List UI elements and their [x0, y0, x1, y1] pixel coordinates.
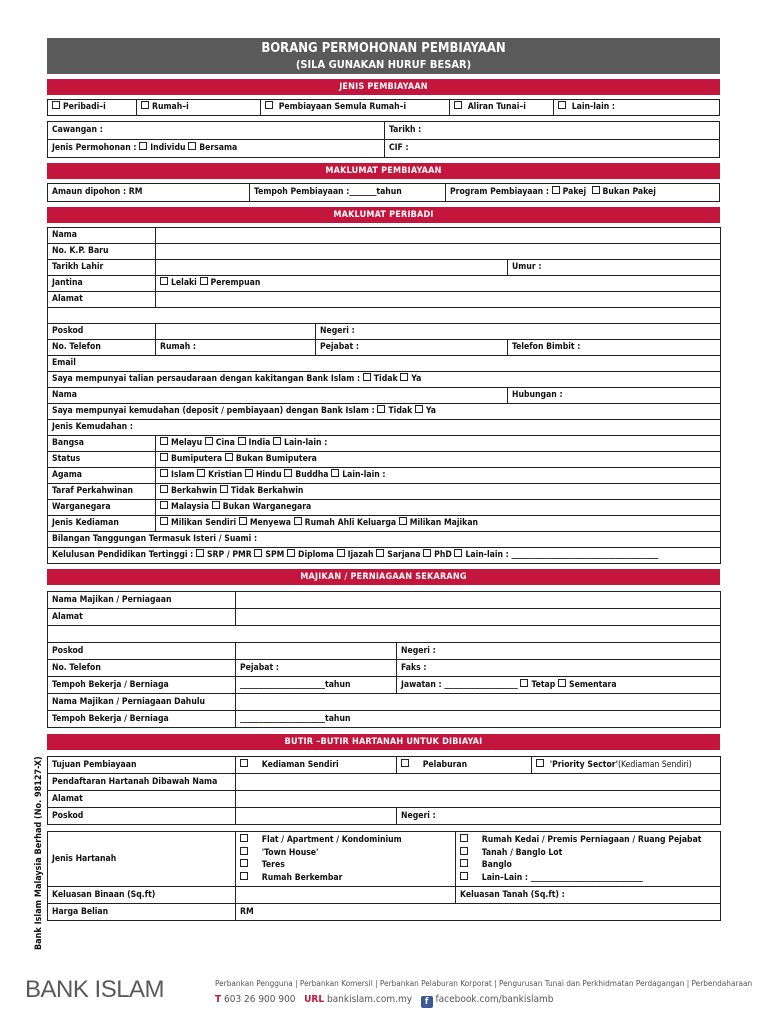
harga-input[interactable]: RM — [236, 904, 721, 921]
permohonan-field[interactable]: Jenis Permohonan : Individu Bersama — [48, 140, 385, 158]
kp-label: No. K.P. Baru — [48, 244, 156, 260]
checkbox-icon[interactable] — [287, 549, 295, 557]
cawangan-field[interactable]: Cawangan : — [48, 122, 385, 140]
checkbox-icon[interactable] — [273, 437, 281, 445]
checkbox-icon[interactable] — [363, 373, 371, 381]
nama-label: Nama — [48, 228, 156, 244]
form-header — [47, 38, 720, 74]
section-maklumat-peribadi: MAKLUMAT PERIBADI — [47, 207, 720, 223]
poskod-label: Poskod — [48, 324, 156, 340]
url-label: URL — [304, 994, 325, 1005]
checkbox-icon[interactable] — [460, 847, 468, 855]
alamat-input-2[interactable] — [48, 308, 721, 324]
checkbox-icon[interactable] — [400, 373, 408, 381]
telefon-label: No. Telefon — [48, 340, 156, 356]
kediaman-label: Jenis Kediaman — [48, 516, 156, 532]
pendidikan-field[interactable]: Kelulusan Pendidikan Tertinggi : SRP / PMR SPM Diploma Ijazah Sarjana PhD Lain-lain : ______________________________________ — [48, 548, 721, 564]
section-hartanah: BUTIR –BUTIR HARTANAH UNTUK DIBIAYAI — [47, 734, 720, 750]
checkbox-icon[interactable] — [592, 186, 600, 194]
checkbox-icon[interactable] — [240, 859, 248, 867]
side-company-text-container — [22, 756, 44, 950]
majikan-pejabat-field[interactable]: Pejabat : — [236, 660, 397, 677]
checkbox-icon[interactable] — [212, 501, 220, 509]
checkbox-icon[interactable] — [225, 453, 233, 461]
tempoh-bekerja-2-label: Tempoh Bekerja / Berniaga — [48, 711, 236, 728]
hartanah-poskod-label: Poskod — [48, 808, 236, 825]
facebook-link[interactable]: facebook.com/bankislamb — [435, 994, 554, 1005]
checkbox-icon[interactable] — [240, 834, 248, 842]
keluasan-tanah-field[interactable]: Keluasan Tanah (Sq.ft) : — [456, 887, 721, 904]
option-aliran[interactable]: Aliran Tunai–i — [450, 100, 554, 116]
checkbox-icon[interactable] — [520, 679, 528, 687]
application-form — [47, 38, 720, 921]
side-company-text: Bank Islam Malaysia Berhad (No. 98127-X) — [34, 756, 44, 950]
binaan-input[interactable] — [236, 887, 456, 904]
checkbox-icon[interactable] — [284, 469, 292, 477]
tanggungan-field[interactable]: Bilangan Tanggungan Termasuk Isteri / Suami : — [48, 532, 721, 548]
rumah-field[interactable]: Rumah : — [156, 340, 316, 356]
majikan-nama-label: Nama Majikan / Perniagaan — [48, 592, 236, 609]
hartanah-negeri-field[interactable]: Negeri : — [397, 808, 721, 825]
checkbox-icon[interactable] — [376, 549, 384, 557]
cif-field[interactable]: CIF : — [385, 140, 720, 158]
checkbox-icon[interactable] — [160, 277, 168, 285]
priority-option[interactable]: 'Priority Sector'(Kediaman Sendiri) — [532, 757, 721, 774]
pelaburan-option[interactable]: Pelaburan — [397, 757, 532, 774]
hartanah-poskod-input[interactable] — [236, 808, 397, 825]
checkbox-icon[interactable] — [196, 549, 204, 557]
status-label: Status — [48, 452, 156, 468]
checkbox-icon[interactable] — [294, 517, 302, 525]
logo-text: BANK ISLAM — [25, 976, 165, 1003]
majikan-dahulu-input[interactable] — [236, 694, 721, 711]
checkbox-icon[interactable] — [240, 872, 248, 880]
tarikh-field[interactable]: Tarikh : — [385, 122, 720, 140]
majikan-dahulu-label: Nama Majikan / Perniagaan Dahulu — [48, 694, 236, 711]
option-lain[interactable]: Lain-lain : — [554, 100, 720, 116]
option-semula[interactable]: Pembiayaan Semula Rumah–i — [261, 100, 450, 116]
footer-contact — [215, 994, 554, 1008]
checkbox-icon[interactable] — [160, 501, 168, 509]
umur-field[interactable]: Umur : — [508, 260, 721, 276]
program-field[interactable]: Program Pembiayaan : Pakej Bukan Pakej — [446, 184, 720, 202]
section-maklumat-pembiayaan: MAKLUMAT PEMBIAYAAN — [47, 163, 720, 179]
taraf-options[interactable]: Berkahwin Tidak Berkahwin — [156, 484, 721, 500]
footer — [25, 972, 753, 1012]
jenis-hartanah-options-2[interactable]: Rumah Kedai / Premis Perniagaan / Ruang Pejabat Tanah / Banglo Lot Banglo Lain–Lain : _____________________________ — [456, 832, 721, 887]
option-peribadi[interactable]: Peribadi–i — [48, 100, 137, 116]
checkbox-icon[interactable] — [265, 101, 273, 109]
tujuan-label: Tujuan Pembiayaan — [48, 757, 236, 774]
checkbox-icon[interactable] — [401, 759, 409, 767]
checkbox-icon[interactable] — [200, 277, 208, 285]
checkbox-icon[interactable] — [238, 437, 246, 445]
form-title: BORANG PERMOHONAN PEMBIAYAAN — [261, 41, 506, 56]
checkbox-icon[interactable] — [160, 485, 168, 493]
majikan-poskod-label: Poskod — [48, 643, 236, 660]
checkbox-icon[interactable] — [536, 759, 544, 767]
checkbox-icon[interactable] — [423, 549, 431, 557]
checkbox-icon[interactable] — [558, 101, 566, 109]
tarikh-lahir-input[interactable] — [156, 260, 508, 276]
jenis-hartanah-label: Jenis Hartanah — [48, 832, 236, 887]
checkbox-icon[interactable] — [254, 549, 262, 557]
checkbox-icon[interactable] — [454, 101, 462, 109]
jenis-hartanah-options-1[interactable]: Flat / Apartment / Kondominium 'Town House' Teres Rumah Berkembar — [236, 832, 456, 887]
checkbox-icon[interactable] — [331, 469, 339, 477]
jawatan-field[interactable]: Jawatan : ___________________ Tetap Sementara — [397, 677, 721, 694]
jenis-hartanah-table — [47, 831, 721, 921]
majikan-alamat-input-2[interactable] — [48, 626, 721, 643]
peribadi-table — [47, 227, 721, 564]
checkbox-icon[interactable] — [139, 142, 147, 150]
majikan-table — [47, 591, 721, 728]
majikan-negeri-field[interactable]: Negeri : — [397, 643, 721, 660]
tempoh-field[interactable]: Tempoh Pembiayaan :_______tahun — [250, 184, 446, 202]
form-subtitle: (SILA GUNAKAN HURUF BESAR) — [295, 58, 472, 71]
majikan-nama-input[interactable] — [236, 592, 721, 609]
jantina-label: Jantina — [48, 276, 156, 292]
negeri-field[interactable]: Negeri : — [316, 324, 721, 340]
status-options[interactable]: Bumiputera Bukan Bumiputera — [156, 452, 721, 468]
majikan-alamat-input[interactable] — [236, 609, 721, 626]
cawangan-table — [47, 121, 720, 158]
agama-options[interactable]: Islam Kristian Hindu Buddha Lain-lain : — [156, 468, 721, 484]
pembiayaan-table — [47, 183, 720, 202]
checkbox-icon[interactable] — [160, 437, 168, 445]
warganegara-label: Warganegara — [48, 500, 156, 516]
tarikh-lahir-label: Tarikh Lahir — [48, 260, 156, 276]
majikan-alamat-label: Alamat — [48, 609, 236, 626]
checkbox-icon[interactable] — [220, 485, 228, 493]
checkbox-icon[interactable] — [240, 759, 248, 767]
pejabat-field[interactable]: Pejabat : — [316, 340, 508, 356]
majikan-telefon-label: No. Telefon — [48, 660, 236, 677]
checkbox-icon[interactable] — [460, 859, 468, 867]
alamat-input-1[interactable] — [156, 292, 721, 308]
checkbox-icon[interactable] — [188, 142, 196, 150]
kemudahan-field[interactable]: Saya mempunyai kemudahan (deposit / pembiayaan) dengan Bank Islam : Tidak Ya — [48, 404, 721, 420]
hartanah-alamat-label: Alamat — [48, 791, 236, 808]
majikan-faks-field[interactable]: Faks : — [397, 660, 721, 677]
section-majikan: MAJIKAN / PERNIAGAAN SEKARANG — [47, 569, 720, 585]
phone-label: T — [215, 994, 222, 1005]
majikan-poskod-input[interactable] — [236, 643, 397, 660]
poskod-input[interactable] — [156, 324, 316, 340]
kp-input[interactable] — [156, 244, 721, 260]
tempoh-bekerja-2-input[interactable]: ______________________tahun — [236, 711, 721, 728]
facebook-icon: f — [421, 996, 433, 1008]
checkbox-icon[interactable] — [141, 101, 149, 109]
pendaftaran-label: Pendaftaran Hartanah Dibawah Nama — [48, 774, 236, 791]
pendaftaran-input[interactable] — [236, 774, 721, 791]
jenis-options-table — [47, 99, 720, 116]
taraf-label: Taraf Perkahwinan — [48, 484, 156, 500]
hartanah-table — [47, 756, 721, 825]
bangsa-options[interactable]: Melayu Cina India Lain-lain : — [156, 436, 721, 452]
amaun-field[interactable]: Amaun dipohon : RM — [48, 184, 250, 202]
tempoh-bekerja-label: Tempoh Bekerja / Berniaga — [48, 677, 236, 694]
checkbox-icon[interactable] — [454, 549, 462, 557]
section-jenis-pembiayaan: JENIS PEMBIAYAAN — [47, 79, 720, 95]
talian-field[interactable]: Saya mempunyai talian persaudaraan dengan kakitangan Bank Islam : Tidak Ya — [48, 372, 721, 388]
checkbox-icon[interactable] — [205, 437, 213, 445]
checkbox-icon[interactable] — [245, 469, 253, 477]
checkbox-icon[interactable] — [240, 847, 248, 855]
bank-islam-logo — [25, 976, 164, 1004]
checkbox-icon[interactable] — [160, 453, 168, 461]
phone-number: 603 26 900 900 — [224, 994, 296, 1005]
nama-input[interactable] — [156, 228, 721, 244]
footer-services: Perbankan Pengguna | Perbankan Komersil | Perbankan Pelaburan Korporat | Pengurusan Tunai dan Perkhidmatan Perdagangan | Perbendaharaan — [215, 978, 753, 988]
binaan-label: Keluasan Binaan (Sq.ft) — [48, 887, 236, 904]
bangsa-label: Bangsa — [48, 436, 156, 452]
kediaman-options[interactable]: Milikan Sendiri Menyewa Rumah Ahli Keluarga Milikan Majikan — [156, 516, 721, 532]
hubungan-field[interactable]: Hubungan : — [508, 388, 721, 404]
checkbox-icon[interactable] — [460, 872, 468, 880]
checkbox-icon[interactable] — [552, 186, 560, 194]
checkbox-icon[interactable] — [160, 469, 168, 477]
agama-label: Agama — [48, 468, 156, 484]
checkbox-icon[interactable] — [160, 517, 168, 525]
checkbox-icon[interactable] — [197, 469, 205, 477]
jantina-options[interactable]: Lelaki Perempuan — [156, 276, 721, 292]
nama-saudara-field[interactable]: Nama — [48, 388, 508, 404]
option-rumah[interactable]: Rumah–i — [137, 100, 261, 116]
checkbox-icon[interactable] — [52, 101, 60, 109]
checkbox-icon[interactable] — [377, 405, 385, 413]
checkbox-icon[interactable] — [558, 679, 566, 687]
checkbox-icon[interactable] — [337, 549, 345, 557]
checkbox-icon[interactable] — [460, 834, 468, 842]
warganegara-options[interactable]: Malaysia Bukan Warganegara — [156, 500, 721, 516]
harga-label: Harga Belian — [48, 904, 236, 921]
website-link[interactable]: bankislam.com.my — [326, 994, 413, 1005]
checkbox-icon[interactable] — [399, 517, 407, 525]
jenis-kemudahan-field[interactable]: Jenis Kemudahan : — [48, 420, 721, 436]
tempoh-bekerja-input[interactable]: ______________________tahun — [236, 677, 397, 694]
checkbox-icon[interactable] — [239, 517, 247, 525]
kediaman-sendiri-option[interactable]: Kediaman Sendiri — [236, 757, 397, 774]
hartanah-alamat-input[interactable] — [236, 791, 721, 808]
bimbit-field[interactable]: Telefon Bimbit : — [508, 340, 721, 356]
email-field[interactable]: Email — [48, 356, 721, 372]
checkbox-icon[interactable] — [415, 405, 423, 413]
alamat-label: Alamat — [48, 292, 156, 308]
